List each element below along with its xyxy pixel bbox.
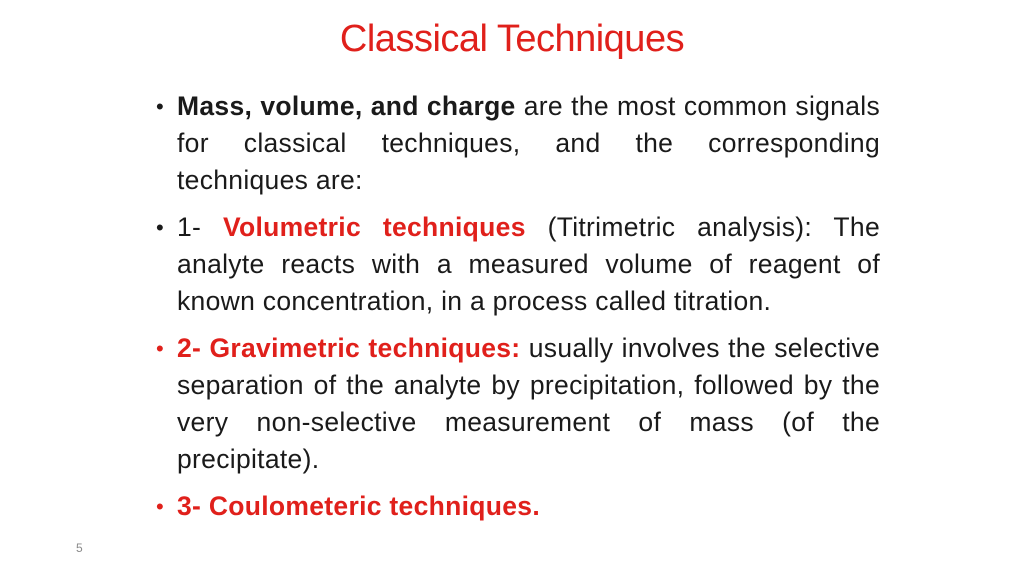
bullet-text: are the most common signals for classical techniques, and the corresponding techniques are: [177, 91, 880, 195]
bullet-dot-icon: • [156, 215, 165, 240]
bullet-text: (Titrimetric analysis): The analyte reacts with a measured volume of reagent of known concentration, in a process called titration. [177, 212, 880, 316]
slide-title: Classical Techniques [339, 18, 685, 60]
bullet-gravimetric [156, 330, 880, 478]
bullet-red-lead: 2- Gravimetric techniques: [177, 333, 521, 363]
bullet-bold-lead: Mass, volume, and charge [177, 91, 516, 121]
bullet-dot-icon: • [156, 94, 165, 119]
bullet-list [156, 88, 880, 535]
bullet-red-lead: Volumetric techniques [223, 212, 526, 242]
bullet-dot-icon: • [156, 336, 165, 361]
bullet-dot-icon: • [156, 494, 165, 519]
bullet-volumetric [156, 209, 880, 320]
bullet-mass-volume-charge [156, 88, 880, 199]
bullet-red-lead: 3- Coulometeric techniques. [177, 491, 540, 521]
bullet-prefix: 1- [177, 212, 224, 242]
page-number: 5 [76, 541, 83, 555]
bullet-text: usually involves the selective separation of the analyte by precipitation, followed by the very non-selective measurement of mass (of the precipitate). [177, 333, 881, 474]
bullet-coulometeric [156, 488, 880, 525]
